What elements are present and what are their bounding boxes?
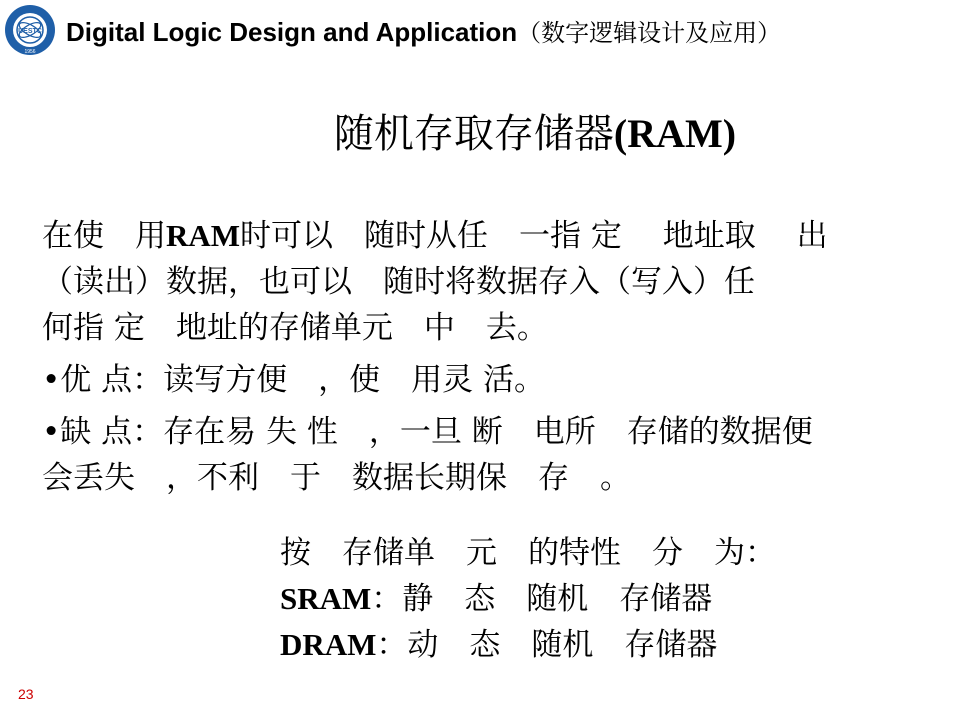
page-number: 23 bbox=[18, 686, 34, 702]
disadvantage-line-2: 会丢失 ，不利 于 数据长期保 存 。 bbox=[42, 460, 631, 496]
dram-text: ：动 态 随机 存储器 bbox=[376, 627, 718, 663]
definition-line-2: （读出）数据，也可以 随时将数据存入（写入）任 bbox=[42, 264, 755, 300]
ram-definition-paragraph bbox=[42, 213, 912, 351]
dram-label: DRAM bbox=[280, 627, 377, 662]
dram-line bbox=[280, 622, 776, 668]
logo-year: 1956 bbox=[24, 49, 36, 55]
course-title-cn: （数字逻辑设计及应用） bbox=[517, 19, 782, 47]
logo-text: UESTC bbox=[18, 28, 42, 35]
definition-line-1 bbox=[42, 213, 912, 259]
course-title bbox=[66, 14, 781, 51]
slide-title bbox=[0, 106, 960, 162]
slide-title-cn: 随机存取存储器 bbox=[333, 111, 614, 157]
course-title-en: Digital Logic Design and Application bbox=[66, 17, 518, 47]
advantage-bullet: •优 点：读写方便 ，使 用灵 活。 bbox=[42, 362, 545, 398]
university-logo bbox=[4, 4, 56, 56]
disadvantage-bullet bbox=[42, 409, 912, 501]
definition-line-3: 何指 定 地址的存储单元 中 去。 bbox=[42, 310, 548, 346]
sram-label: SRAM bbox=[280, 581, 372, 616]
classification-intro: 按 存储单 元 的特性 分 为： bbox=[280, 535, 776, 571]
disadvantage-line-1: •缺 点：存在易 失 性 ，一旦 断 电所 存储的数据便 bbox=[42, 414, 813, 450]
sram-text: ：静 态 随机 存储器 bbox=[371, 581, 713, 617]
ram-classification bbox=[280, 530, 776, 668]
definition-text: 在使 用 bbox=[42, 218, 166, 254]
definition-text: 时可以 随时从任 一指 定 地址取 出 bbox=[240, 218, 828, 254]
slide-title-abbr: (RAM) bbox=[613, 111, 737, 156]
ram-keyword: RAM bbox=[166, 218, 241, 253]
sram-line bbox=[280, 576, 776, 622]
